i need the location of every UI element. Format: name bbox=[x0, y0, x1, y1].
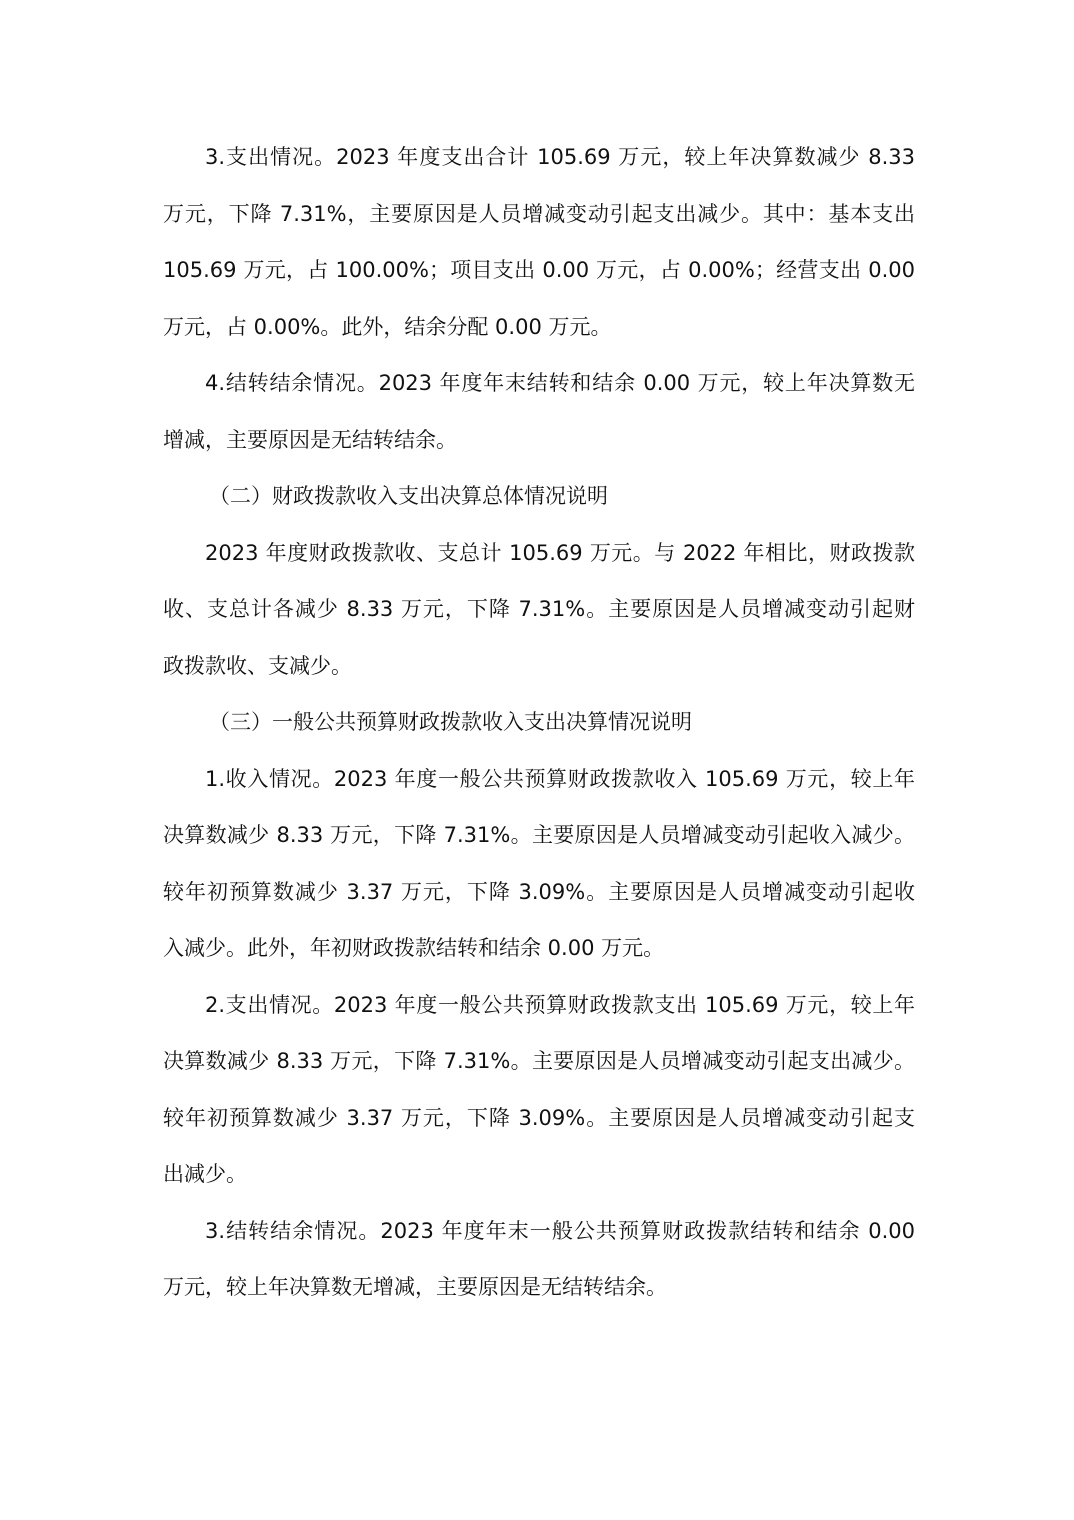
paragraph-public-carryover bbox=[163, 1203, 915, 1316]
text-line: 1.收入情况。2023 年度一般公共预算财政拨款收入 105.69 万元，较上年 bbox=[205, 766, 915, 791]
text-line: 万元，占 0.00%。此外，结余分配 0.00 万元。 bbox=[163, 314, 612, 339]
text-line: 决算数减少 8.33 万元，下降 7.31%。主要原因是人员增减变动引起支出减少。 bbox=[163, 1049, 915, 1073]
section-heading-3 bbox=[163, 694, 915, 751]
paragraph-income bbox=[163, 751, 915, 977]
text-line: 入减少。此外，年初财政拨款结转和结余 0.00 万元。 bbox=[163, 936, 665, 960]
paragraph-public-expenditure bbox=[163, 977, 915, 1203]
paragraph-expenditure bbox=[163, 129, 915, 355]
heading-text: （三）一般公共预算财政拨款收入支出决算情况说明 bbox=[209, 710, 692, 734]
text-line: 4.结转结余情况。2023 年度年末结转和结余 0.00 万元，较上年决算数无 bbox=[205, 371, 915, 395]
text-line: 万元，较上年决算数无增减，主要原因是无结转结余。 bbox=[163, 1275, 667, 1299]
text-line: 2.支出情况。2023 年度一般公共预算财政拨款支出 105.69 万元，较上年 bbox=[205, 992, 915, 1017]
text-line: 较年初预算数减少 3.37 万元，下降 3.09%。主要原因是人员增减变动引起收 bbox=[163, 879, 915, 904]
text-line: 较年初预算数减少 3.37 万元，下降 3.09%。主要原因是人员增减变动引起支 bbox=[163, 1105, 915, 1130]
document-body bbox=[163, 129, 915, 1316]
text-line: 2023 年度财政拨款收、支总计 105.69 万元。与 2022 年相比，财政拨款 bbox=[205, 540, 915, 565]
text-line: 决算数减少 8.33 万元，下降 7.31%。主要原因是人员增减变动引起收入减少。 bbox=[163, 823, 915, 847]
paragraph-carryover bbox=[163, 355, 915, 468]
section-heading-2 bbox=[163, 468, 915, 525]
text-line: 3.结转结余情况。2023 年度年末一般公共预算财政拨款结转和结余 0.00 bbox=[205, 1218, 915, 1243]
text-line: 105.69 万元，占 100.00%；项目支出 0.00 万元，占 0.00%；经营支出 0.00 bbox=[163, 258, 915, 282]
paragraph-fiscal-total bbox=[163, 525, 915, 695]
heading-text: （二）财政拨款收入支出决算总体情况说明 bbox=[209, 484, 608, 508]
text-line: 3.支出情况。2023 年度支出合计 105.69 万元，较上年决算数减少 8.33 bbox=[205, 145, 915, 169]
text-line: 增减，主要原因是无结转结余。 bbox=[163, 427, 457, 452]
text-line: 万元，下降 7.31%，主要原因是人员增减变动引起支出减少。其中：基本支出 bbox=[163, 201, 915, 226]
text-line: 收、支总计各减少 8.33 万元，下降 7.31%。主要原因是人员增减变动引起财 bbox=[163, 597, 915, 621]
text-line: 出减少。 bbox=[163, 1162, 247, 1186]
text-line: 政拨款收、支减少。 bbox=[163, 653, 352, 678]
